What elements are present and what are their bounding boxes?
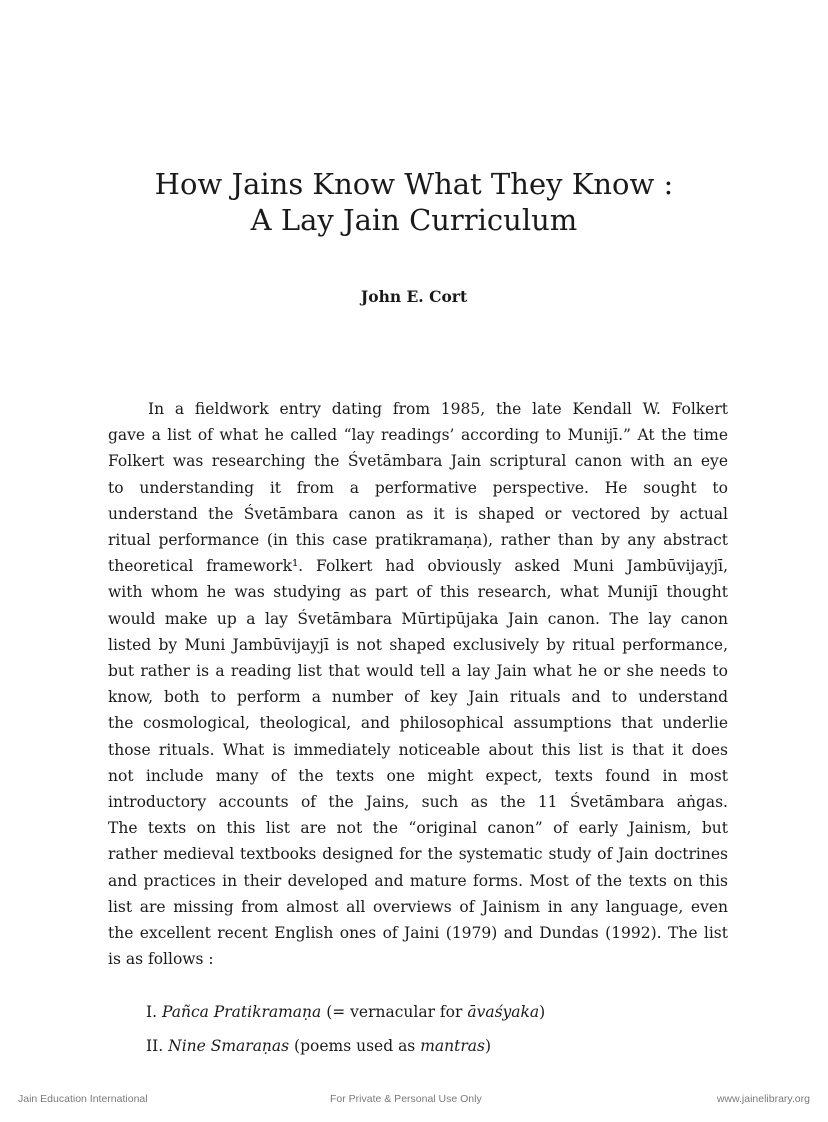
paragraph-line: list are missing from almost all overviews of Jainism in any language, even <box>108 897 728 916</box>
list-item-note: (= vernacular for <box>321 1003 468 1021</box>
paragraph-line: In a fieldwork entry dating from 1985, the late Kendall W. Folkert <box>148 400 728 418</box>
paragraph-line: those rituals. What is immediately noticeable about this list is that it does <box>108 740 728 759</box>
list-item-number: I. <box>146 1003 158 1021</box>
paragraph-line: would make up a lay Śvetāmbara Mūrtipūjaka Jain canon. The lay canon <box>108 609 728 628</box>
list-item-title: Pañca Pratikramaṇa <box>162 1003 322 1021</box>
paragraph-line: and practices in their developed and mature forms. Most of the texts on this <box>108 871 728 890</box>
list-item-title: Nine Smaraṇas <box>168 1037 290 1055</box>
paragraph-line: ritual performance (in this case pratikramaṇa), rather than by any abstract <box>108 531 728 550</box>
paragraph-line: not include many of the texts one might expect, texts found in most <box>108 766 728 785</box>
paragraph-line: know, both to perform a number of key Jain rituals and to understand <box>108 688 728 707</box>
list-item-note: (poems used as <box>289 1037 421 1055</box>
list-item <box>146 999 545 1033</box>
paragraph-line: The texts on this list are not the “original canon” of early Jainism, but <box>108 819 728 838</box>
paragraph-line: the excellent recent English ones of Jaini (1979) and Dundas (1992). The list <box>108 924 728 943</box>
title-line-2: A Lay Jain Curriculum <box>250 203 578 237</box>
title-line-1: How Jains Know What They Know : <box>154 167 674 201</box>
reading-list <box>146 999 545 1067</box>
paragraph-line: theoretical framework¹. Folkert had obviously asked Muni Jambūvijayjī, <box>108 557 728 576</box>
body-paragraph <box>108 396 728 972</box>
paragraph-line: gave a list of what he called “lay readings’ according to Munijī.” At the time <box>108 426 728 445</box>
footer-usage-note: For Private & Personal Use Only <box>330 1093 482 1105</box>
paragraph-line: to understanding it from a performative perspective. He sought to <box>108 478 728 497</box>
list-item-close: ) <box>484 1037 492 1055</box>
author-name: John E. Cort <box>360 287 468 306</box>
list-item <box>146 1033 545 1067</box>
paragraph-line: the cosmological, theological, and philosophical assumptions that underlie <box>108 714 728 733</box>
paragraph-line: is as follows : <box>108 950 214 969</box>
paragraph-line: with whom he was studying as part of this research, what Munijī thought <box>108 583 728 602</box>
paragraph-line: introductory accounts of the Jains, such as the 11 Śvetāmbara aṅgas. <box>108 793 728 812</box>
paragraph-line: Folkert was researching the Śvetāmbara Jain scriptural canon with an eye <box>108 452 728 471</box>
list-item-term: āvaśyaka <box>467 1003 540 1021</box>
paragraph-line: listed by Muni Jambūvijayjī is not shaped exclusively by ritual performance, <box>108 635 728 654</box>
paragraph-line: rather medieval textbooks designed for the systematic study of Jain doctrines <box>108 845 728 864</box>
paragraph-line: but rather is a reading list that would tell a lay Jain what he or she needs to <box>108 662 728 681</box>
footer-publisher: Jain Education International <box>18 1093 148 1105</box>
list-item-term: mantras <box>420 1037 485 1055</box>
page-footer <box>0 1093 828 1109</box>
footer-website-link[interactable]: www.jainelibrary.org <box>716 1093 810 1105</box>
paragraph-line: understand the Śvetāmbara canon as it is shaped or vectored by actual <box>108 504 728 523</box>
page-title <box>0 166 828 238</box>
list-item-number: II. <box>146 1037 164 1055</box>
list-item-close: ) <box>539 1003 546 1021</box>
